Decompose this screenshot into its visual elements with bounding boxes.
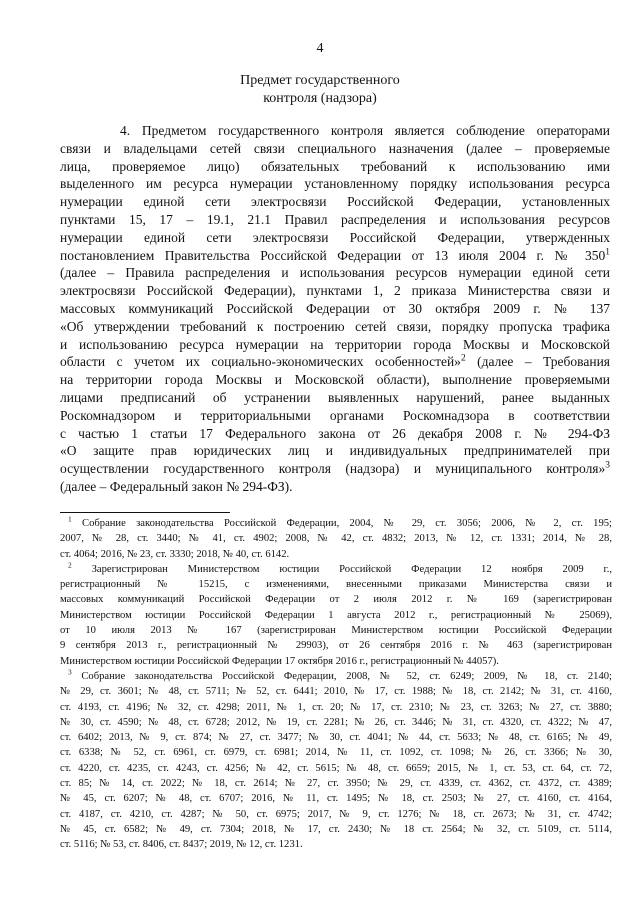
- footnote-mark-2: 2: [68, 560, 72, 570]
- body-line: (далее – Правила распределения и использования ресурсов нумерации единой сети: [60, 265, 610, 281]
- body-line: выделенного им ресурса нумерации установленному порядку использования ресурса: [60, 176, 610, 192]
- body-line: лицами предписаний об устранении выявленных нарушений, ранее выданных: [60, 389, 610, 405]
- heading-line-1: Предмет государственного: [240, 73, 400, 88]
- heading-line-2: контроля (надзора): [263, 91, 377, 106]
- body-paragraph: [60, 122, 610, 496]
- footnote-line: № 45, ст. 6207; № 48, ст. 6707; 2016, № 11, ст. 1495; № 18, ст. 2503; № 27, ст. 4160, ст. 4164,: [60, 793, 612, 805]
- body-line: и использованию ресурса нумерации на территории города Москвы и Московской: [60, 336, 610, 352]
- section-heading: [0, 72, 640, 108]
- footnote-mark-1: 1: [68, 514, 72, 524]
- footnote-line: ст. 4220, ст. 4235, ст. 4243, ст. 4256; № 42, ст. 5615; № 48, ст. 6659; 2015, № 1, ст. 53, ст. 64, ст. 72,: [60, 762, 612, 774]
- footnote-line: Министерством юстиции Российской Федерации 17 октября 2016 г., регистрационный № 44057).: [60, 655, 499, 667]
- footnote-ref-3: 3: [605, 460, 610, 471]
- body-line: массовых коммуникаций Российской Федерации от 30 октября 2009 г. № 137: [60, 300, 610, 316]
- body-line: лица, проверяемое лицо) обязательных требований к использованию ими: [60, 158, 610, 174]
- footnote-text: Зарегистрирован Министерством юстиции Российской Федерации 12 ноября 2009 г.,: [91, 563, 613, 575]
- footnote-line: массовых коммуникаций Российской Федерации от 2 июля 2012 г. № 169 (зарегистрирован: [60, 594, 612, 606]
- body-line: пунктами 15, 17 – 19.1, 21.1 Правил распределения и использования ресурсов: [60, 211, 610, 227]
- footnote-text: Собрание законодательства Российской Федерации, 2008, № 52, ст. 6249; 2009, № 18, ст. 2140;: [81, 670, 612, 682]
- body-line: «О защите прав юридических лиц и индивидуальных предпринимателей при: [60, 443, 610, 459]
- footnote-line: 9 сентября 2013 г., регистрационный № 29903), от 26 сентября 2016 г. № 463 (зарегистрирован: [60, 640, 612, 652]
- footnote-line: ст. 6402; 2013, № 9, ст. 874; № 27, ст. 3477; № 30, ст. 4041; № 44, ст. 5633; № 48, ст. 6165; № 49,: [60, 732, 612, 744]
- footnote-line: [60, 669, 612, 684]
- body-line-text: области с учетом их социально-экономических особенностей»: [60, 354, 461, 370]
- body-line: с частью 1 статьи 17 Федерального закона от 26 декабря 2008 г. № 294-ФЗ: [60, 425, 610, 441]
- footnote-ref-1: 1: [605, 247, 610, 258]
- footnote-line: ст. 5116; № 53, ст. 8406, ст. 8437; 2019, № 12, ст. 1231.: [60, 839, 303, 851]
- footnote-line: от 10 июля 2013 № 167 (зарегистрирован Министерством юстиции Российской Федерации: [60, 625, 612, 637]
- footnote-line: 2007, № 28, ст. 3440; № 41, ст. 4902; 2008, № 42, ст. 4832; 2013, № 12, ст. 1331; 2014, № 28,: [60, 533, 612, 545]
- body-line: «Об утверждении требований к построению сетей связи, порядку пропуска трафика: [60, 318, 610, 334]
- page-number: 4: [316, 41, 324, 56]
- footnote-line: регистрационный № 15215, с изменениями, внесенными приказами Министерства связи и: [60, 579, 612, 591]
- body-line: нумерации единой сети электросвязи Российской Федерации, утвержденных: [60, 229, 610, 245]
- footnote-ref-2: 2: [460, 353, 466, 364]
- footnote-line: [60, 516, 612, 531]
- footnote-text: Собрание законодательства Российской Федерации, 2004, № 29, ст. 3056; 2006, № 2, ст. 195;: [82, 518, 612, 529]
- body-line: [60, 247, 610, 265]
- footnote-line: № 29, ст. 3601; № 48, ст. 5711; № 52, ст. 6441; 2010, № 17, ст. 1988; № 18, ст. 2142; № 31, ст. 4160,: [60, 686, 612, 698]
- body-line: 4. Предметом государственного контроля является соблюдение операторами: [120, 123, 610, 138]
- body-line-text: постановлением Правительства Российской Федерации от 13 июля 2004 г. № 350: [60, 247, 606, 263]
- body-line: связи и владельцами сетей связи специального назначения (далее – проверяемые: [60, 140, 610, 156]
- footnote-line: № 45, ст. 6582; № 49, ст. 7304; 2018, № 17, ст. 2430; № 18 ст. 2564; № 32, ст. 5109, ст. 5114,: [60, 823, 612, 835]
- footnotes: [60, 516, 612, 853]
- body-line: Роскомнадзором и территориальными органами Роскомнадзора в соответствии: [60, 407, 610, 423]
- footnote-line: [60, 562, 612, 577]
- body-line: [60, 353, 610, 371]
- body-line-text: (далее – Требования: [465, 354, 611, 370]
- body-line: на территории города Москвы и Московской области), выполнение проверяемыми: [60, 372, 610, 388]
- body-line-text: осуществлении государственного контроля (надзора) и муниципального контроля»: [60, 461, 606, 477]
- footnote-line: ст. 85; № 14, ст. 2022; № 18, ст. 2614; № 27, ст. 3950; № 29, ст. 4339, ст. 4362, ст. 4372, ст. 4389;: [60, 778, 612, 790]
- footnote-separator: [60, 512, 230, 513]
- footnote-line: ст. 4064; 2016, № 23, ст. 3330; 2018, № 40, ст. 6142.: [60, 548, 290, 560]
- footnote-mark-3: 3: [68, 667, 72, 677]
- body-line: (далее – Федеральный закон № 294-ФЗ).: [60, 478, 293, 494]
- body-line: нумерации единой сети электросвязи Российской Федерации, установленных: [60, 194, 610, 210]
- footnote-line: Министерством юстиции Российской Федерации 1 августа 2012 г., регистрационный № 25069),: [60, 609, 612, 621]
- body-line: [60, 460, 610, 478]
- footnote-line: ст. 4193, ст. 4196; № 32, ст. 4298; 2011, № 1, ст. 20; № 17, ст. 2310; № 23, ст. 3263; № 27, ст. 3880;: [60, 701, 612, 713]
- footnote-line: ст. 6338; № 52, ст. 6961, ст. 6979, ст. 6981; 2014, № 11, ст. 1092, ст. 1098; № 26, ст. 3366; № 30,: [60, 747, 612, 759]
- body-line: электросвязи Российской Федерации), пунктами 1, 2 приказа Министерства связи и: [60, 283, 610, 299]
- footnote-line: ст. 4187, ст. 4210, ст. 4287; № 50, ст. 6975; 2017, № 9, ст. 1276; № 18, ст. 2673; № 31, ст. 4742;: [60, 808, 612, 820]
- footnote-line: № 30, ст. 4590; № 48, ст. 6728; 2012, № 19, ст. 2281; № 26, ст. 3446; № 31, ст. 4320, ст. 4322; № 47,: [60, 716, 612, 728]
